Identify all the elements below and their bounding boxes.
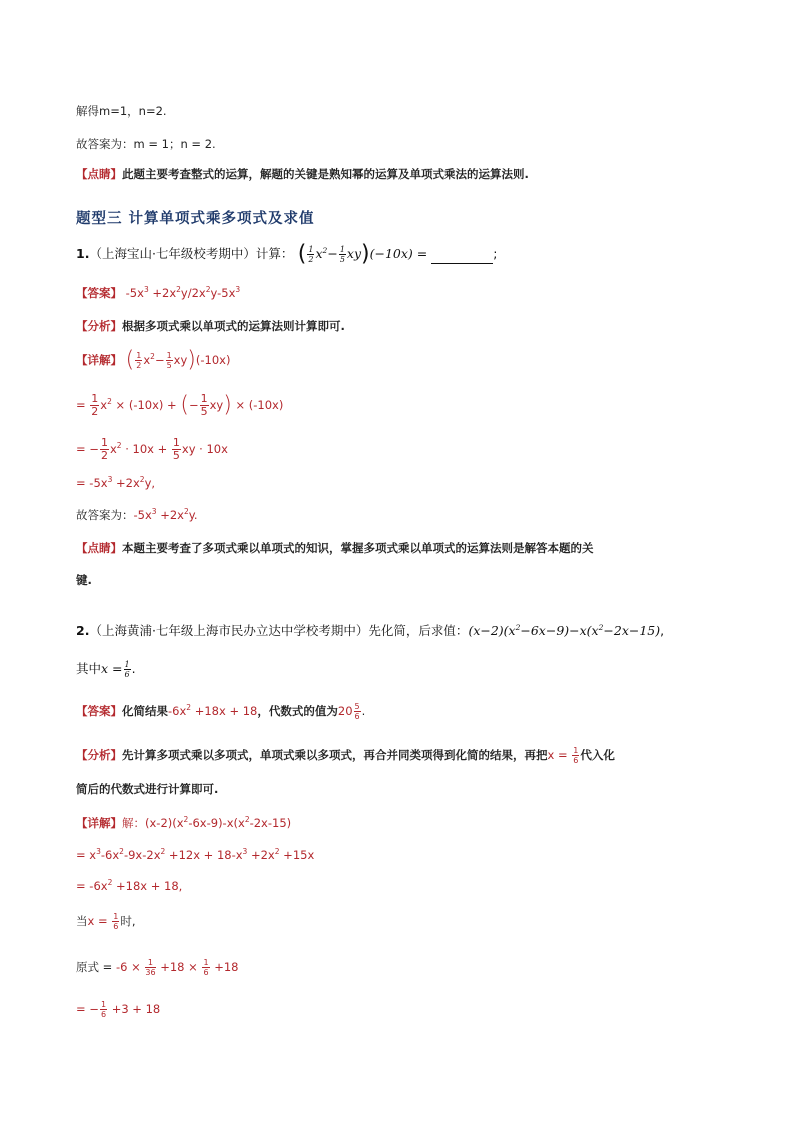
q2-detail-2: = $x^3-6x^2-9x-2x^2 +12x + 18-x^3 +2x^2 +15x$: [76, 847, 315, 862]
answer-line: 故答案为：m = 1；n = 2.: [76, 137, 216, 151]
q1-stem: 1.（上海宝山·七年级校考期中）计算： ( $\frac{1}{2}$ $x^2-$ $\frac{1}{5}$ xy)(−10x) = ;: [76, 241, 498, 267]
q1-detail-2: = $\frac{1}{2}$ $x^2 \times (-10x)$ + (− $\frac{1}{5}$ xy) × (-10x): [76, 392, 284, 418]
q1-comment: 【点睛】本题主要考查了多项式乘以单项式的知识，掌握多项式乘以单项式的运算法则是解答本题的关: [76, 541, 594, 555]
solve-line: 解得m=1，n=2.: [76, 104, 167, 118]
q1-final: 故答案为：$-5x^3 +2x^2y$.: [76, 507, 198, 522]
section-heading: 题型三 计算单项式乘多项式及求值: [76, 211, 315, 227]
q1-detail-4: = $-5x^3 +2x^2y$,: [76, 475, 156, 490]
q2-stem: 2.（上海黄浦·七年级上海市民办立达中学校考期中）先化简，后求值：$(x-2)(x^2-6x-9)-x(x^2-2x-15)$,: [76, 622, 665, 638]
q2-stem-2: 其中x = $\frac{1}{6}$ .: [76, 660, 136, 679]
q1-answer-blank[interactable]: [431, 251, 493, 264]
q2-original: 原式 = -6 × $\frac{1}{36}$ +18 × $\frac{1}{6}$ +18: [76, 958, 239, 977]
q1-detail-3: = − $\frac{1}{2}$ $x^2 \cdot 10x$ + $\frac{1}{5}$ xy · 10x: [76, 436, 228, 462]
q2-last: = − $\frac{1}{6}$ +3 + 18: [76, 1000, 161, 1019]
q2-detail-3: = $-6x^2 +18x + 18$,: [76, 878, 183, 893]
q1-analysis: 【分析】根据多项式乘以单项式的运算法则计算即可.: [76, 319, 345, 333]
q2-answer: 【答案】化简结果$-6x^2 +18x + 18$，代数式的值为20 $\frac{5}{6}$ .: [76, 702, 366, 721]
q2-detail-1: 【详解】解：$(x-2)(x^2-6x-9)-x(x^2-2x-15)$: [76, 815, 292, 830]
q2-analysis-2: 简后的代数式进行计算即可.: [76, 782, 219, 796]
q1-detail-1: 【详解】 ( $\frac{1}{2}$ $x^2-$ $\frac{1}{5}$ xy)(-10x): [76, 347, 231, 373]
q1-answer: 【答案】 $-5x^3 +2x^2y/2x^2y-5x^3$: [76, 285, 241, 300]
q2-when: 当x = $\frac{1}{6}$ 时,: [76, 912, 136, 931]
q1-comment-2: 键.: [76, 573, 92, 587]
intro-comment: 【点睛】此题主要考查整式的运算，解题的关键是熟知幂的运算及单项式乘法的运算法则.: [76, 167, 529, 181]
q2-analysis: 【分析】先计算多项式乘以多项式，单项式乘以多项式，再合并同类项得到化简的结果，再把x = $\frac{1}{6}$ 代入化: [76, 746, 615, 765]
